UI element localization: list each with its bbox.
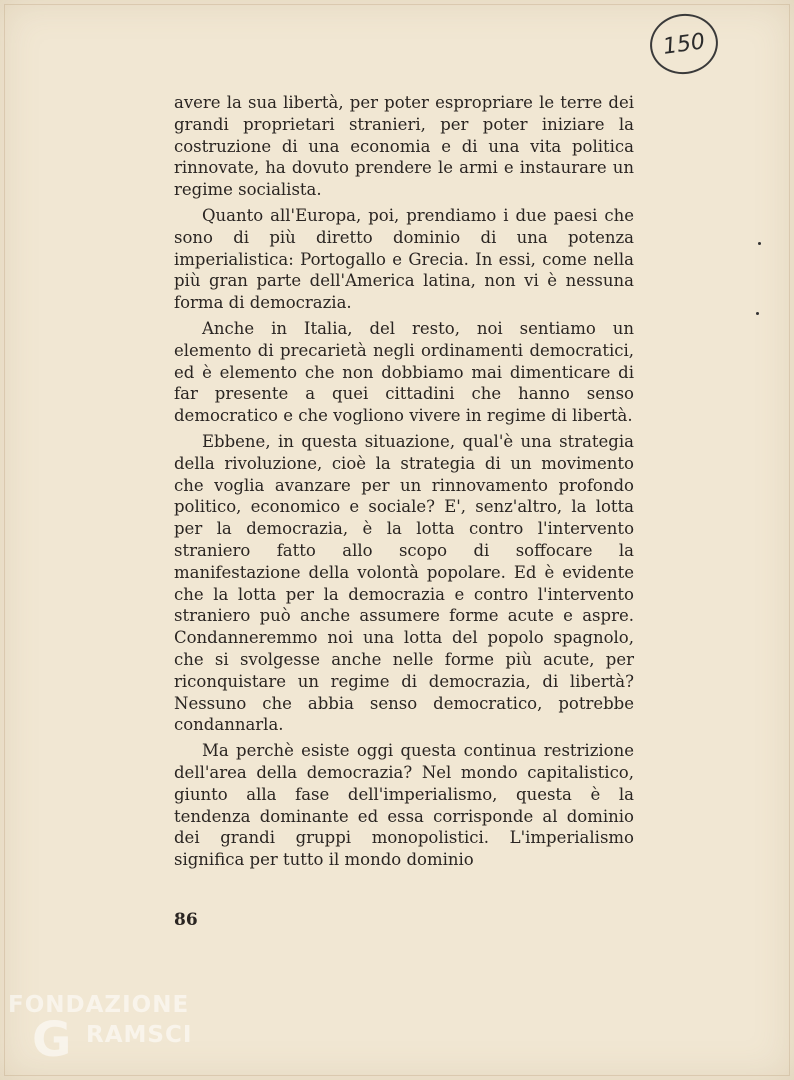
watermark-letter: G — [32, 1012, 72, 1068]
archive-stamp — [646, 10, 722, 79]
ink-speck — [756, 312, 759, 315]
archive-stamp-number: 150 — [661, 28, 707, 60]
body-text — [174, 92, 634, 875]
paragraph: Anche in Italia, del resto, noi sentiamo un elemento di precarietà negli ordinamenti democratici, ed è elemento che non dobbiamo mai dimenticare di far presente a quei cittadini che hanno senso democratico e che vogliono vivere in regime di libertà. — [174, 318, 634, 426]
watermark-line2: RAMSCI — [86, 1022, 193, 1048]
watermark-line1: FONDAZIONE — [8, 992, 190, 1018]
ink-speck — [758, 242, 761, 245]
paragraph: Ebbene, in questa situazione, qual'è una strategia della rivoluzione, cioè la strategia di un movimento che voglia avanzare per un rinnovamento profondo politico, economico e sociale? E', senz'altro, la lotta per la democrazia, è la lotta contro l'intervento straniero fatto allo scopo di soffocare la manifestazione della volontà popolare. Ed è evidente che la lotta per la democrazia e contro l'intervento straniero può anche assumere forme acute e aspre. Condanneremmo noi una lotta del popolo spagnolo, che si svolgesse anche nelle forme più acute, per riconquistare un regime di democrazia, di libertà? Nessuno che abbia senso democratico, potrebbe condannarla. — [174, 431, 634, 735]
paragraph: Quanto all'Europa, poi, prendiamo i due paesi che sono di più diretto dominio di una potenza imperialistica: Portogallo e Grecia. In essi, come nella più gran parte dell'America latina, non vi è nessuna forma di democrazia. — [174, 205, 634, 313]
paragraph: avere la sua libertà, per poter espropriare le terre dei grandi proprietari stranieri, per poter iniziare la costruzione di una economia e di una vita politica rinnovate, ha dovuto prendere le armi e instaurare un regime socialista. — [174, 93, 634, 200]
page-number: 86 — [174, 910, 198, 930]
watermark-logo — [8, 988, 208, 1068]
paragraph: Ma perchè esiste oggi questa continua restrizione dell'area della democrazia? Nel mondo capitalistico, giunto alla fase dell'imperialismo, questa è la tendenza dominante ed essa corrisponde al dominio dei grandi gruppi monopolistici. L'imperialismo significa per tutto il mondo dominio — [174, 741, 634, 870]
